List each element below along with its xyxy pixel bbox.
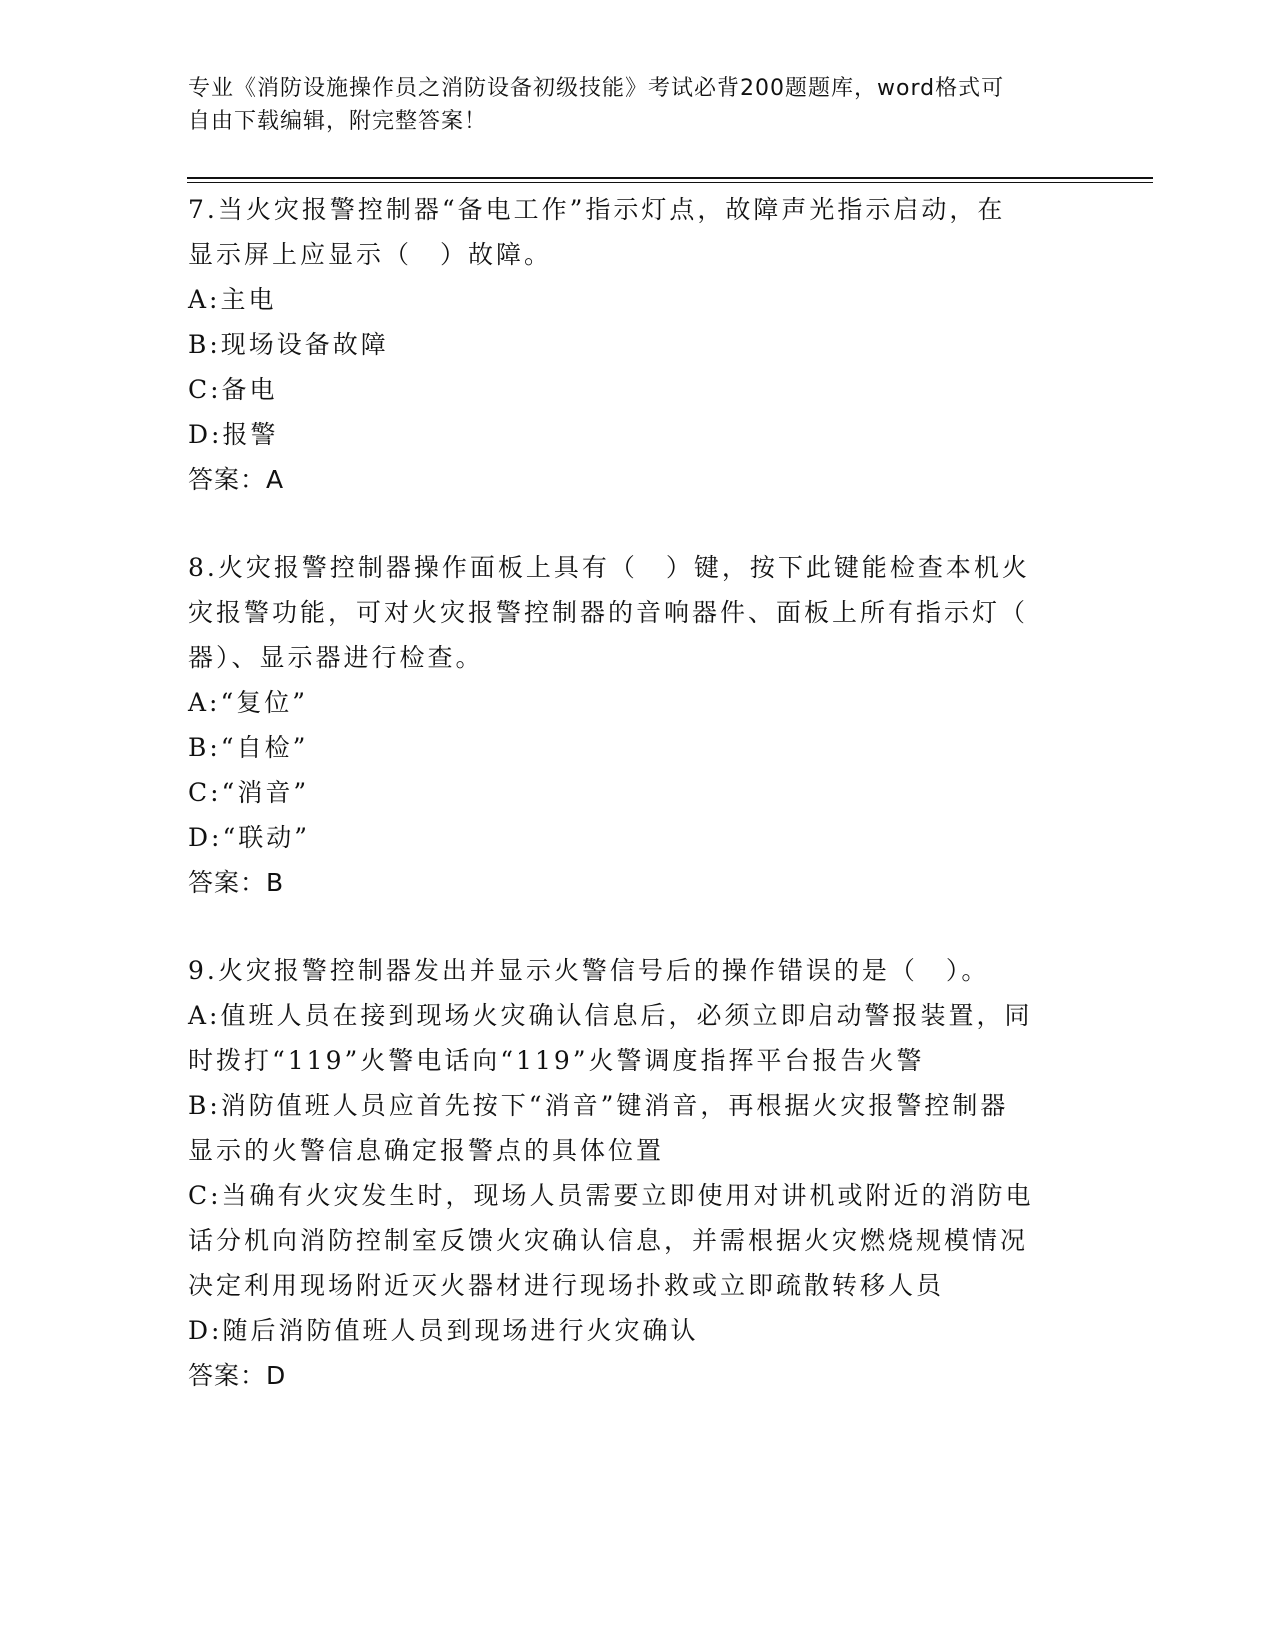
- option-d: D:随后消防值班人员到现场进行火灾确认: [188, 1316, 699, 1345]
- option-b: B:现场设备故障: [188, 330, 389, 359]
- question-7: [188, 187, 1088, 502]
- header-divider-thin: [187, 182, 1153, 183]
- answer-label: 答案：D: [188, 1361, 287, 1390]
- option-c: C:备电: [188, 375, 278, 404]
- answer-label: 答案：A: [188, 465, 285, 494]
- option-d: D:“联动”: [188, 823, 311, 852]
- option-b: B:“自检”: [188, 733, 309, 762]
- option-c-cont: 话分机向消防控制室反馈火灾确认信息，并需根据火灾燃烧规模情况: [188, 1226, 1029, 1255]
- header-line: 自由下载编辑，附完整答案！: [188, 109, 488, 134]
- question-9: [188, 948, 1088, 1398]
- question-text: 8.火灾报警控制器操作面板上具有（ ）键，按下此键能检查本机火: [188, 553, 1030, 582]
- question-8: [188, 545, 1088, 905]
- question-text: 灾报警功能，可对火灾报警控制器的音响器件、面板上所有指示灯（: [188, 598, 1029, 627]
- header-line: 专业《消防设施操作员之消防设备初级技能》考试必背200题题库，word格式可: [188, 76, 1005, 101]
- document-header: [188, 72, 1068, 138]
- option-a: A:主电: [188, 285, 277, 314]
- header-divider: [187, 177, 1153, 179]
- option-a: A:值班人员在接到现场火灾确认信息后，必须立即启动警报装置，同: [188, 1001, 1033, 1030]
- option-b-cont: 显示的火警信息确定报警点的具体位置: [188, 1136, 665, 1165]
- question-text: 9.火灾报警控制器发出并显示火警信号后的操作错误的是（ ）。: [188, 956, 990, 985]
- option-c: C:当确有火灾发生时，现场人员需要立即使用对讲机或附近的消防电: [188, 1181, 1034, 1210]
- option-a-cont: 时拨打“119”火警电话向“119”火警调度指挥平台报告火警: [188, 1046, 925, 1075]
- option-d: D:报警: [188, 420, 279, 449]
- option-c-cont: 决定利用现场附近灭火器材进行现场扑救或立即疏散转移人员: [188, 1271, 945, 1300]
- option-b: B:消防值班人员应首先按下“消音”键消音，再根据火灾报警控制器: [188, 1091, 1009, 1120]
- option-c: C:“消音”: [188, 778, 310, 807]
- question-text: 7.当火灾报警控制器“备电工作”指示灯点，故障声光指示启动，在: [188, 195, 1006, 224]
- question-text: 器）、显示器进行检查。: [188, 643, 484, 672]
- option-a: A:“复位”: [188, 688, 309, 717]
- answer-label: 答案：B: [188, 868, 285, 897]
- question-text: 显示屏上应显示（ ）故障。: [188, 240, 553, 269]
